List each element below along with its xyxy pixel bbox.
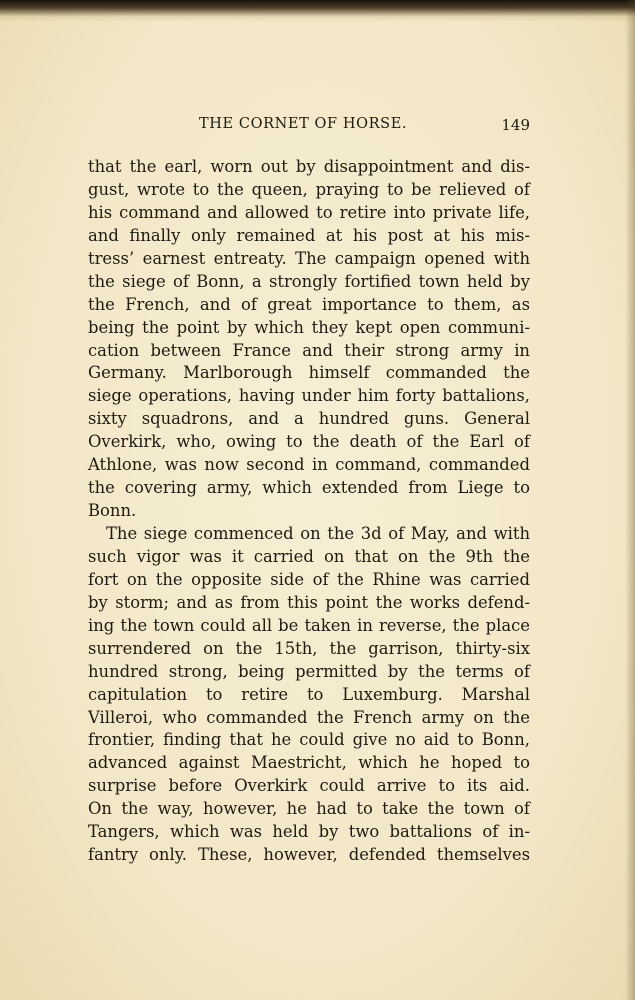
page-top-shadow [0, 0, 635, 22]
text-line: hundred strong, being permitted by the terms of [88, 661, 530, 681]
text-line: surrendered on the 15th, the garrison, thirty-six [88, 638, 530, 658]
text-line: sixty squadrons, and a hundred guns. General [88, 409, 530, 429]
text-line: Tangers, which was held by two battalions of in- [88, 822, 530, 842]
text-line: his command and allowed to retire into private life, [88, 202, 530, 222]
text-line: capitulation to retire to Luxemburg. Marshal [88, 684, 530, 704]
text-line: Athlone, was now second in command, commanded [88, 455, 530, 475]
text-line: Germany. Marlborough himself commanded the [88, 363, 530, 383]
text-line: Bonn. [88, 501, 137, 521]
paragraph-1 [88, 156, 530, 523]
text-line: surprise before Overkirk could arrive to its aid. [88, 776, 530, 796]
paragraph-2 [88, 523, 530, 867]
text-line: siege operations, having under him forty battalions, [88, 386, 530, 406]
text-line: Villeroi, who commanded the French army on the [88, 707, 530, 727]
text-line: that the earl, worn out by disappointment and dis- [88, 157, 530, 176]
text-line: The siege commenced on the 3d of May, and with [106, 524, 530, 543]
page-number: 149 [501, 116, 530, 134]
text-line: tress’ earnest entreaty. The campaign opened with [88, 248, 530, 268]
text-line: gust, wrote to the queen, praying to be relieved of [88, 179, 530, 199]
text-line: advanced against Maestricht, which he hoped to [88, 753, 530, 773]
text-line: by storm; and as from this point the works defend- [88, 592, 530, 612]
body-text [88, 156, 530, 867]
running-header [88, 116, 530, 138]
running-title: THE CORNET OF HORSE. [199, 116, 408, 132]
text-line: cation between France and their strong army in [88, 340, 530, 360]
text-line: fantry only. These, however, defended themselves [88, 845, 530, 865]
text-line: On the way, however, he had to take the town of [88, 799, 530, 819]
text-line: the French, and of great importance to them, as [88, 294, 530, 314]
text-line: being the point by which they kept open communi- [88, 317, 530, 337]
text-line: such vigor was it carried on that on the 9th the [88, 546, 530, 566]
text-line: Overkirk, who, owing to the death of the Earl of [88, 432, 530, 452]
text-line: frontier, finding that he could give no aid to Bonn, [88, 730, 530, 750]
text-line: the covering army, which extended from Liege to [88, 478, 530, 498]
text-line: ing the town could all be taken in reverse, the place [88, 615, 530, 635]
page-edge-shadow [625, 0, 635, 1000]
text-line: fort on the opposite side of the Rhine was carried [88, 569, 530, 589]
text-line: the siege of Bonn, a strongly fortified town held by [88, 271, 530, 291]
text-line: and finally only remained at his post at his mis- [88, 225, 530, 245]
